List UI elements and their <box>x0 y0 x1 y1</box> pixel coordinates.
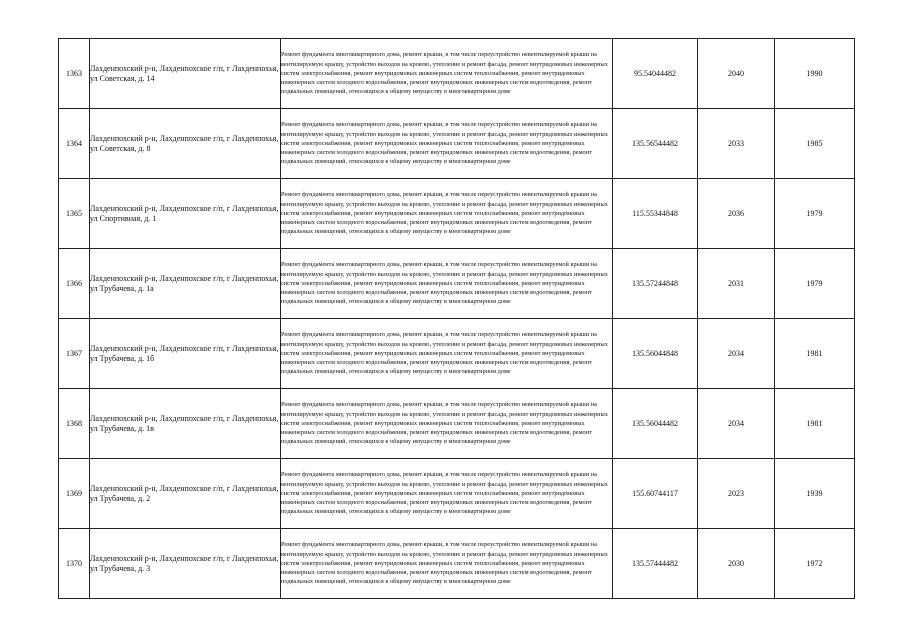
row-number: 1369 <box>59 459 90 529</box>
table-body <box>59 39 855 599</box>
built-year-cell: 1979 <box>775 179 855 249</box>
year-cell: 2023 <box>698 459 775 529</box>
table-row <box>59 319 855 389</box>
year-cell: 2033 <box>698 109 775 179</box>
built-year-cell: 1981 <box>775 389 855 459</box>
built-year-cell: 1939 <box>775 459 855 529</box>
year-cell: 2036 <box>698 179 775 249</box>
built-year-cell: 1972 <box>775 529 855 599</box>
address-cell: Лахденпохский р-н, Лахденпохское г/п, г Лахденпохья, ул Трубачева, д. 1в <box>90 389 281 459</box>
address-cell: Лахденпохский р-н, Лахденпохское г/п, г Лахденпохья, ул Трубачева, д. 1а <box>90 249 281 319</box>
address-cell: Лахденпохский р-н, Лахденпохское г/п, г Лахденпохья, ул Трубачева, д. 2 <box>90 459 281 529</box>
row-number: 1363 <box>59 39 90 109</box>
works-cell: Ремонт фундамента многоквартирного дома, ремонт крыши, в том числе переустройство невентилируемой крыши на вентилируемую крышу, устройство выходов на кровлю, утепление и ремонт фасада, ремонт внутридомовых инженерных систем электроснабжения, ремонт внутридомовых инженерных систем теплоснабжения, ремонт внутридомовых инженерных систем холодного водоснабжения, ремонт внутридомовых инженерных систем водоотведения, ремонт подвальных помещений, относящихся к общему имуществу в многоквартирном доме <box>281 389 613 459</box>
row-number: 1365 <box>59 179 90 249</box>
row-number: 1368 <box>59 389 90 459</box>
address-cell: Лахденпохский р-н, Лахденпохское г/п, г Лахденпохья, ул Советская, д. 8 <box>90 109 281 179</box>
table-row <box>59 109 855 179</box>
built-year-cell: 1985 <box>775 109 855 179</box>
value-cell: 135.56044848 <box>613 319 698 389</box>
table-row <box>59 249 855 319</box>
value-cell: 135.57244848 <box>613 249 698 319</box>
works-cell: Ремонт фундамента многоквартирного дома, ремонт крыши, в том числе переустройство невентилируемой крыши на вентилируемую крышу, устройство выходов на кровлю, утепление и ремонт фасада, ремонт внутридомовых инженерных систем электроснабжения, ремонт внутридомовых инженерных систем теплоснабжения, ремонт внутридомовых инженерных систем холодного водоснабжения, ремонт внутридомовых инженерных систем водоотведения, ремонт подвальных помещений, относящихся к общему имуществу в многоквартирном доме <box>281 179 613 249</box>
table-row <box>59 179 855 249</box>
value-cell: 135.57444482 <box>613 529 698 599</box>
value-cell: 155.60744117 <box>613 459 698 529</box>
year-cell: 2034 <box>698 389 775 459</box>
works-cell: Ремонт фундамента многоквартирного дома, ремонт крыши, в том числе переустройство невентилируемой крыши на вентилируемую крышу, устройство выходов на кровлю, утепление и ремонт фасада, ремонт внутридомовых инженерных систем электроснабжения, ремонт внутридомовых инженерных систем теплоснабжения, ремонт внутридомовых инженерных систем холодного водоснабжения, ремонт внутридомовых инженерных систем водоотведения, ремонт подвальных помещений, относящихся к общему имуществу в многоквартирном доме <box>281 39 613 109</box>
row-number: 1364 <box>59 109 90 179</box>
table-row <box>59 459 855 529</box>
table-row <box>59 529 855 599</box>
year-cell: 2034 <box>698 319 775 389</box>
works-cell: Ремонт фундамента многоквартирного дома, ремонт крыши, в том числе переустройство невентилируемой крыши на вентилируемую крышу, устройство выходов на кровлю, утепление и ремонт фасада, ремонт внутридомовых инженерных систем электроснабжения, ремонт внутридомовых инженерных систем теплоснабжения, ремонт внутридомовых инженерных систем холодного водоснабжения, ремонт внутридомовых инженерных систем водоотведения, ремонт подвальных помещений, относящихся к общему имуществу в многоквартирном доме <box>281 109 613 179</box>
table-row <box>59 389 855 459</box>
year-cell: 2040 <box>698 39 775 109</box>
row-number: 1367 <box>59 319 90 389</box>
year-cell: 2031 <box>698 249 775 319</box>
value-cell: 95.54044482 <box>613 39 698 109</box>
value-cell: 115.55344848 <box>613 179 698 249</box>
row-number: 1370 <box>59 529 90 599</box>
works-cell: Ремонт фундамента многоквартирного дома, ремонт крыши, в том числе переустройство невентилируемой крыши на вентилируемую крышу, устройство выходов на кровлю, утепление и ремонт фасада, ремонт внутридомовых инженерных систем электроснабжения, ремонт внутридомовых инженерных систем теплоснабжения, ремонт внутридомовых инженерных систем холодного водоснабжения, ремонт внутридомовых инженерных систем водоотведения, ремонт подвальных помещений, относящихся к общему имуществу в многоквартирном доме <box>281 459 613 529</box>
works-cell: Ремонт фундамента многоквартирного дома, ремонт крыши, в том числе переустройство невентилируемой крыши на вентилируемую крышу, устройство выходов на кровлю, утепление и ремонт фасада, ремонт внутридомовых инженерных систем электроснабжения, ремонт внутридомовых инженерных систем теплоснабжения, ремонт внутридомовых инженерных систем холодного водоснабжения, ремонт внутридомовых инженерных систем водоотведения, ремонт подвальных помещений, относящихся к общему имуществу в многоквартирном доме <box>281 319 613 389</box>
address-cell: Лахденпохский р-н, Лахденпохское г/п, г Лахденпохья, ул Спортивная, д. 1 <box>90 179 281 249</box>
built-year-cell: 1990 <box>775 39 855 109</box>
housing-repair-table <box>58 38 855 599</box>
works-cell: Ремонт фундамента многоквартирного дома, ремонт крыши, в том числе переустройство невентилируемой крыши на вентилируемую крышу, устройство выходов на кровлю, утепление и ремонт фасада, ремонт внутридомовых инженерных систем электроснабжения, ремонт внутридомовых инженерных систем теплоснабжения, ремонт внутридомовых инженерных систем холодного водоснабжения, ремонт внутридомовых инженерных систем водоотведения, ремонт подвальных помещений, относящихся к общему имуществу в многоквартирном доме <box>281 529 613 599</box>
row-number: 1366 <box>59 249 90 319</box>
address-cell: Лахденпохский р-н, Лахденпохское г/п, г Лахденпохья, ул Советская, д. 14 <box>90 39 281 109</box>
value-cell: 135.56544482 <box>613 109 698 179</box>
address-cell: Лахденпохский р-н, Лахденпохское г/п, г Лахденпохья, ул Трубачева, д. 3 <box>90 529 281 599</box>
value-cell: 135.56044482 <box>613 389 698 459</box>
built-year-cell: 1981 <box>775 319 855 389</box>
table-row <box>59 39 855 109</box>
address-cell: Лахденпохский р-н, Лахденпохское г/п, г Лахденпохья, ул Трубачева, д. 1б <box>90 319 281 389</box>
built-year-cell: 1979 <box>775 249 855 319</box>
works-cell: Ремонт фундамента многоквартирного дома, ремонт крыши, в том числе переустройство невентилируемой крыши на вентилируемую крышу, устройство выходов на кровлю, утепление и ремонт фасада, ремонт внутридомовых инженерных систем электроснабжения, ремонт внутридомовых инженерных систем теплоснабжения, ремонт внутридомовых инженерных систем холодного водоснабжения, ремонт внутридомовых инженерных систем водоотведения, ремонт подвальных помещений, относящихся к общему имуществу в многоквартирном доме <box>281 249 613 319</box>
year-cell: 2030 <box>698 529 775 599</box>
